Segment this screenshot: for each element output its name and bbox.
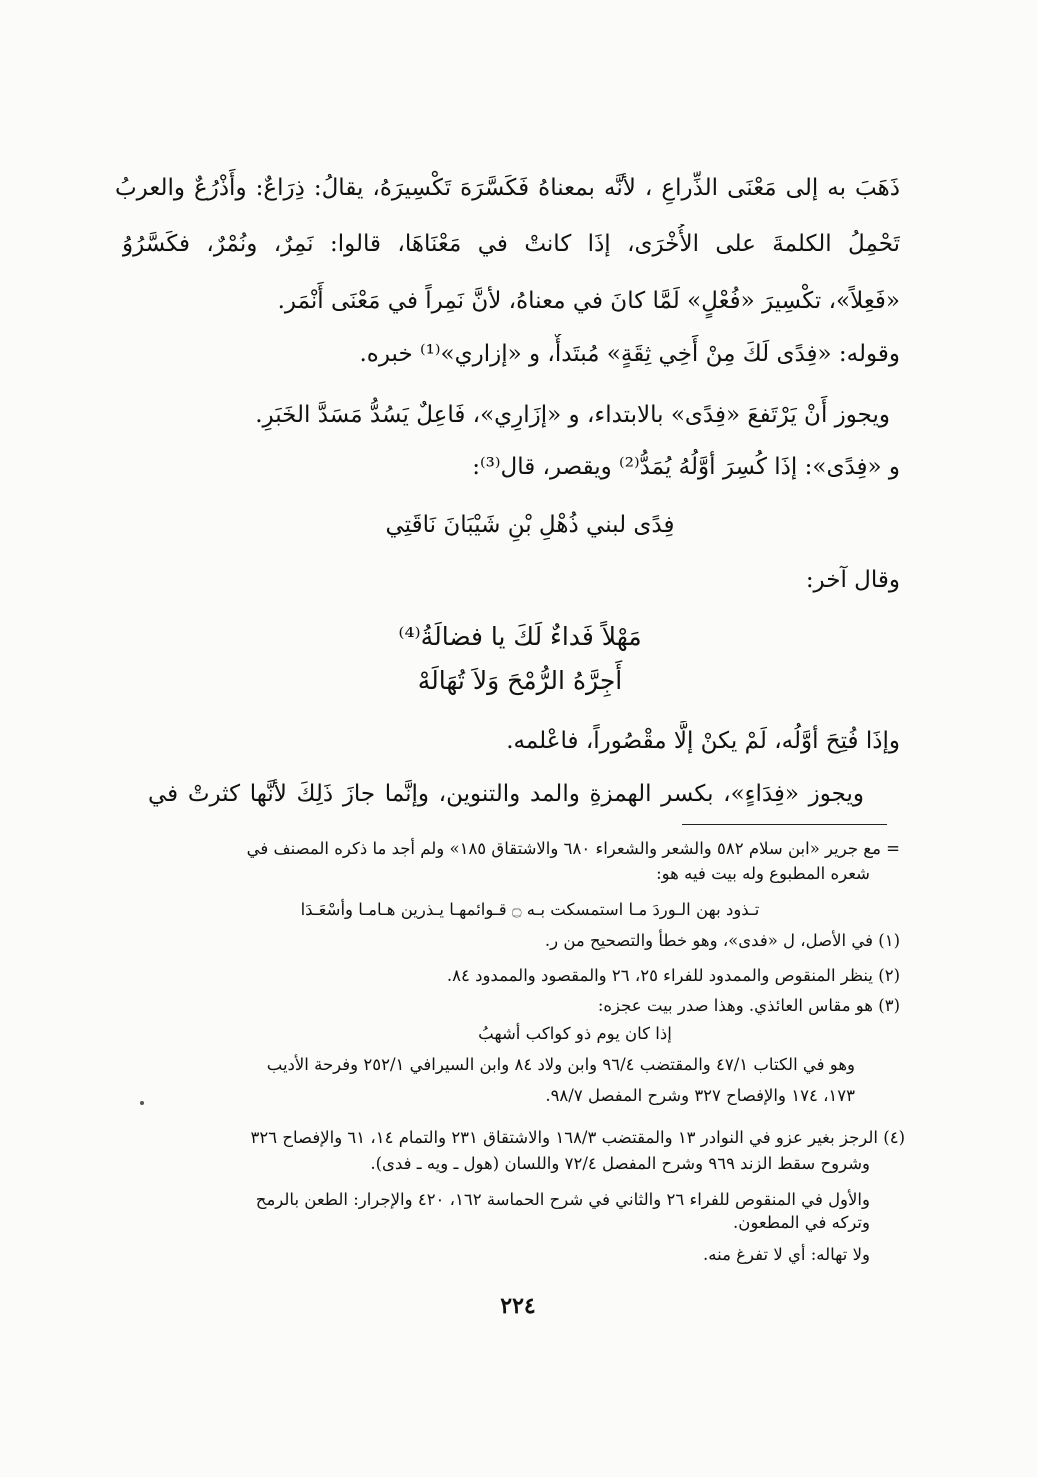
footnote-line-9: ١٧٣، ١٧٤ والإفصاح ٣٢٧ وشرح المفصل ٩٨/٧. — [545, 1086, 855, 1105]
body-line-5: ويجوز أَنْ يَرْتَفعَ «فِدًى» بالابتداء، و «إزَارِي»، فَاعِلٌ يَسُدُّ مَسَدَّ الخَبَرِ. — [255, 402, 890, 428]
footnote-line-5: (٢) ينظر المنقوص والممدود للفراء ٢٥، ٢٦ والمقصود والممدود ٨٤. — [446, 966, 900, 985]
footnote-line-3: تـذود بهن الـوردَ مـا استمسكت بـه ۝ قـوائمهـا يـذرين هـامـا وأسْعَـدَا — [300, 900, 760, 919]
footnote-line-10: (٤) الرجز بغير عزو في النوادر ١٣ والمقتضب ١٦٨/٣ والاشتقاق ٢٣١ والتمام ١٤، ٦١ والإفصاح ٣٢٦ — [250, 1128, 905, 1147]
body-line-7: وقال آخر: — [805, 567, 900, 593]
footnote-line-12: والأول في المنقوص للفراء ٢٦ والثاني في شرح الحماسة ١٦٢، ٤٢٠ والإجرار: الطعن بالرمح — [255, 1190, 870, 1209]
body-line-9: ويجوز «فِدَاءٍ»، بكسر الهمزةِ والمد والتنوين، وإنَّما جازَ ذَلِكَ لأنَّها كثرتْ في — [148, 781, 864, 807]
footnote-line-7: إذا كان يوم ذو كواكب أشهبُ — [478, 1024, 672, 1043]
footnote-line-13: وتركه في المطعون. — [732, 1213, 870, 1232]
footnote-line-1: = مع جرير «ابن سلام ٥٨٢ والشعر والشعراء ٦٨٠ والاشتقاق ١٨٥» ولم أجد ما ذكره المصنف في — [246, 839, 900, 858]
footnote-separator — [682, 824, 887, 825]
body-line-6: و «فِدًى»: إذَا كُسِرَ أوَّلُهُ يُمَدُّ⁽²⁾ ويقصر، قال⁽³⁾: — [472, 454, 900, 480]
footnote-line-11: وشروح سقط الزند ٩٦٩ وشرح المفصل ٧٢/٤ واللسان (هول ـ ويه ـ فدى). — [370, 1154, 870, 1173]
footnote-line-4: (١) في الأصل، ل «فدى»، وهو خطأ والتصحيح من ر. — [544, 931, 900, 950]
body-line-1: ذَهَبَ به إلى مَعْنَى الذِّراعِ ، لأنَّه بمعناهُ فَكَسَّرَهَ تَكْسِيرَهُ، يقالُ: ذِرَاعٌ: وأَذْرُعٌ والعربُ — [115, 175, 900, 201]
body-line-3: «فَعِلاً»، تكْسِيرَ «فُعْلٍ» لَمَّا كانَ في معناهُ، لأنَّ نَمِراً في مَعْنَى أَنْمَر. — [277, 288, 900, 314]
body-line-4: وقوله: «فِدًى لَكَ مِنْ أَخِي ثِقَةٍ» مُبتَدأٌ، و «إزاري»⁽¹⁾ خبره. — [359, 341, 900, 367]
scan-speck — [140, 1101, 144, 1105]
footnote-line-14: ولا تهاله: أي لا تفرغ منه. — [703, 1245, 870, 1264]
verse-line-2: مَهْلاً فَداءٌ لَكَ يا فضالَةُ⁽⁴⁾ — [398, 622, 642, 651]
footnote-line-6: (٣) هو مقاس العائذي. وهذا صدر بيت عجزه: — [597, 996, 900, 1015]
page-number: ٢٢٤ — [500, 1293, 536, 1319]
verse-line-3: أَجِرَّهُ الرُّمْحَ وَلاَ تُهَالَهْ — [417, 666, 623, 695]
body-line-2: تَحْمِلُ الكلمةَ على الأُخْرَى، إذَا كانتْ في مَعْنَاهَا، قالوا: نَمِرٌ، ونُمْرٌ، فكَسَّرُوُ — [122, 231, 900, 257]
body-line-8: وإذَا فُتِحَ أوَّلُه، لَمْ يكنْ إلَّا مقْصُوراً، فاعْلمه. — [506, 728, 900, 754]
footnote-line-8: وهو في الكتاب ٤٧/١ والمقتضب ٩٦/٤ وابن ولاد ٨٤ وابن السيرافي ٢٥٢/١ وفرحة الأديب — [266, 1055, 855, 1074]
verse-line-1: فِدًى لبني ذُهْلِ بْنِ شَيْبَانَ نَاقَتِي — [385, 512, 675, 538]
footnote-line-2: شعره المطبوع وله بيت فيه هو: — [656, 864, 870, 883]
